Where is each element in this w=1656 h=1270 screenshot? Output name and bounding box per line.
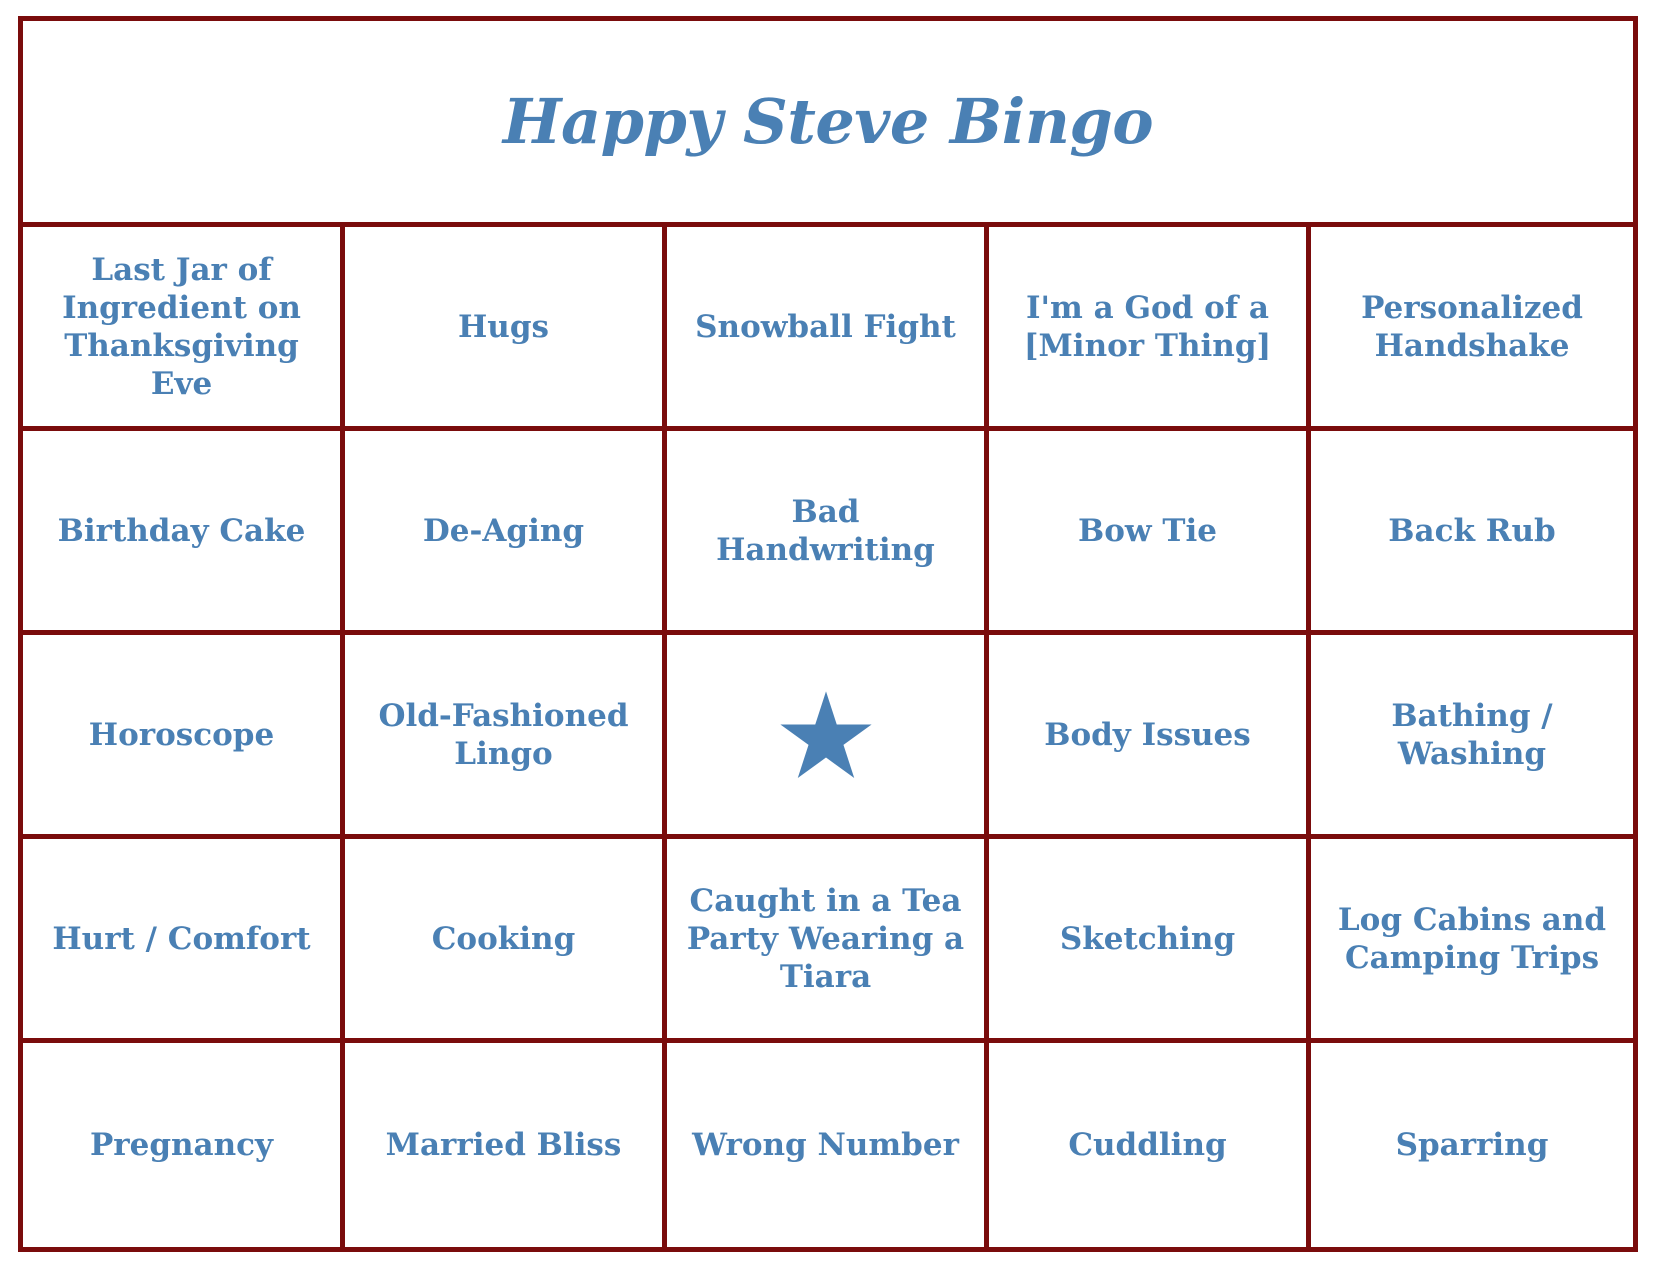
page-title: Happy Steve Bingo bbox=[502, 85, 1154, 158]
bingo-cell: Cuddling bbox=[989, 1043, 1311, 1247]
bingo-cell: Back Rub bbox=[1388, 512, 1556, 549]
bingo-cell: Old-Fashioned Lingo bbox=[345, 635, 667, 834]
bingo-row bbox=[23, 1043, 1633, 1247]
bingo-row bbox=[23, 635, 1633, 839]
bingo-cell: Wrong Number bbox=[667, 1043, 989, 1247]
bingo-cell: De-Aging bbox=[345, 431, 667, 630]
bingo-card bbox=[18, 16, 1638, 1252]
bingo-cell: Body Issues bbox=[989, 635, 1311, 834]
bingo-row bbox=[23, 431, 1633, 635]
bingo-cell: I'm a God of a [Minor Thing] bbox=[989, 227, 1311, 426]
bingo-cell: Sketching bbox=[989, 839, 1311, 1038]
bingo-cell: Bathing / Washing bbox=[1391, 697, 1553, 772]
bingo-cell: Personalized Handshake bbox=[1361, 289, 1583, 364]
bingo-cell: Horoscope bbox=[23, 635, 345, 834]
bingo-row bbox=[23, 227, 1633, 431]
bingo-cell: Last Jar of Ingredient on Thanksgiving Eve bbox=[23, 227, 345, 426]
bingo-cell: Hurt / Comfort bbox=[23, 839, 345, 1038]
free-space-cell bbox=[667, 635, 989, 834]
bingo-cell: Married Bliss bbox=[345, 1043, 667, 1247]
bingo-cell: Hugs bbox=[345, 227, 667, 426]
bingo-cell: Birthday Cake bbox=[23, 431, 345, 630]
bingo-cell: Cooking bbox=[345, 839, 667, 1038]
bingo-cell: Pregnancy bbox=[23, 1043, 345, 1247]
bingo-cell: Caught in a Tea Party Wearing a Tiara bbox=[667, 839, 989, 1038]
bingo-row bbox=[23, 839, 1633, 1043]
bingo-cell: Log Cabins and Camping Trips bbox=[1337, 901, 1607, 976]
star-icon bbox=[778, 689, 874, 781]
bingo-cell: Snowball Fight bbox=[667, 227, 989, 426]
bingo-cell: Bad Handwriting bbox=[667, 431, 989, 630]
bingo-cell: Sparring bbox=[1395, 1127, 1549, 1163]
bingo-cell: Bow Tie bbox=[989, 431, 1311, 630]
title-cell bbox=[23, 21, 1633, 227]
